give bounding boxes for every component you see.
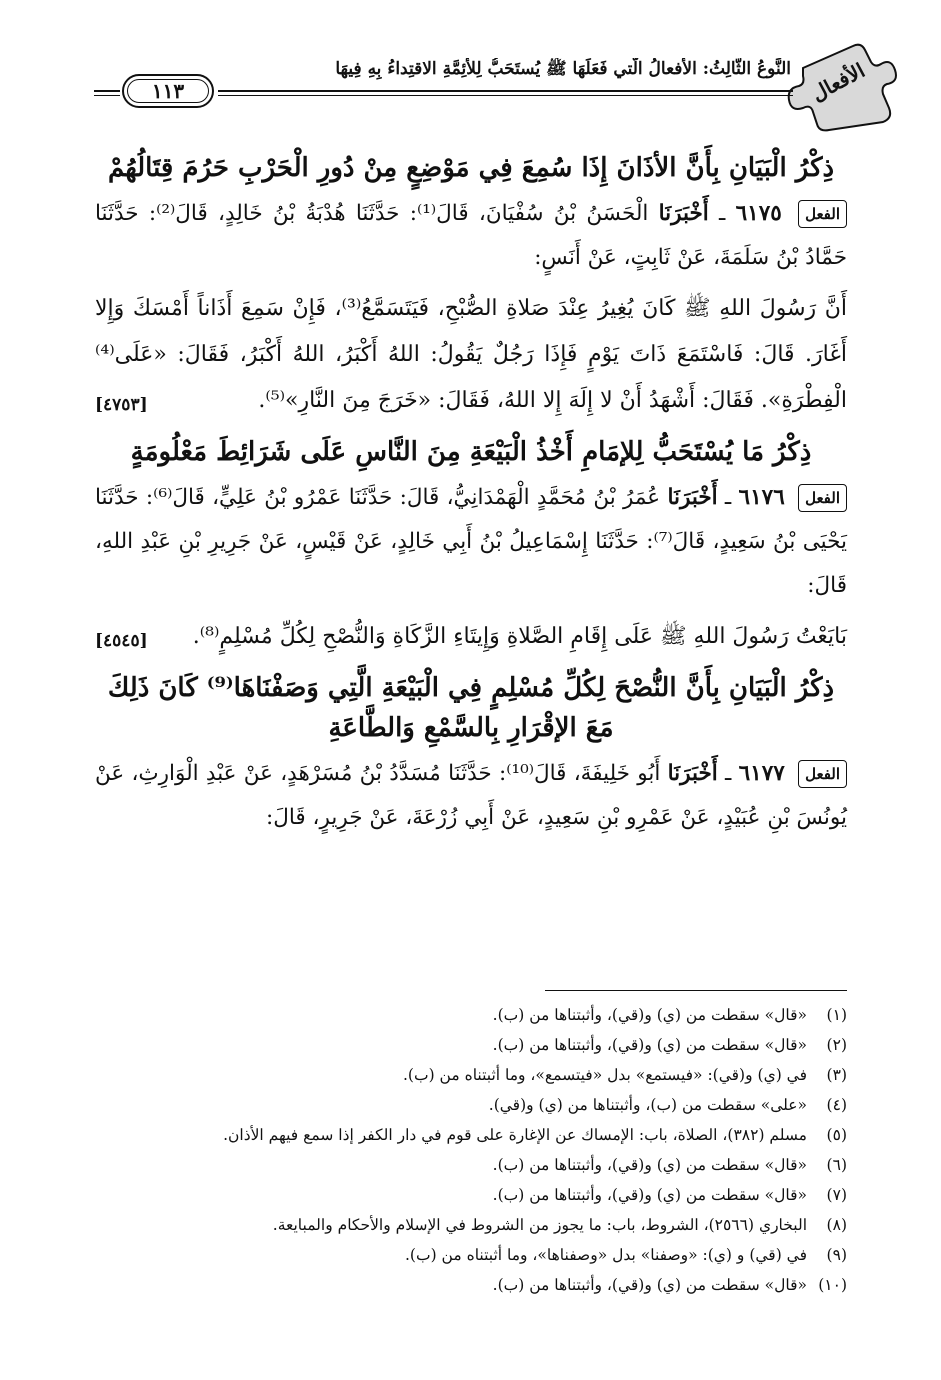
hadith-badge: الفعل [798,760,847,788]
hadith-number: ٦١٧٥ [735,201,782,226]
header-rule [218,90,793,92]
hadith-number: ٦١٧٧ [738,761,785,786]
akhbarana-word: أَخْبَرَنَا [667,485,718,510]
page-header [0,0,941,140]
section-badge-label: الأفعال [807,58,869,106]
header-rule-thin [218,95,793,96]
footnote-number: (٨) [826,1216,847,1234]
hadith-reference: [٤٧٥٣] [95,395,148,415]
main-text [95,140,847,840]
footnote [95,1060,847,1090]
footnote [95,1240,847,1270]
footnote [95,1090,847,1120]
header-rule-left [94,90,120,92]
footnote [95,1270,847,1300]
akhbarana-word: أَخْبَرَنَا [658,201,709,226]
footnote [95,1210,847,1240]
footnote-number: (٦) [826,1156,847,1174]
chapter-heading: ذِكْرُ الْبَيَانِ بِأَنَّ النُّصْحَ لِكُلِّ مُسْلِمٍ فِي الْبَيْعَةِ الَّتِي وَصَفْنَاهَا⁽⁹⁾ كَانَ ذَلِكَ مَعَ الإقْرَارِ بِالسَّمْعِ وَالطَّاعَةِ [107,673,835,743]
footnote-text: البخاري (٢٥٦٦)، الشروط، باب: ما يجوز من الشروط في الإسلام والأحكام والمبايعة. [272,1216,807,1234]
footnote-text: «قال» سقطت من (ي) و(قي)، وأثبتناها من (ب). [492,1186,807,1204]
footnote-text: «قال» سقطت من (ي) و(قي)، وأثبتناها من (ب). [492,1006,807,1024]
matn-text: بَايَعْتُ رَسُولَ اللهِ ﷺ عَلَى إِقَامِ الصَّلاةِ وَإِيتَاءِ الزَّكَاةِ وَالنُّصْحِ لِكُلِّ مُسْلِمٍ⁽⁸⁾. [192,624,847,649]
hadith-badge: الفعل [798,200,847,228]
footnote [95,1000,847,1030]
footnote-separator [545,990,847,991]
matn-text: أَنَّ رَسُولَ اللهِ ﷺ كَانَ يُغِيرُ عِنْدَ صَلاةِ الصُّبْحِ، فَيَتَسَمَّعُ⁽³⁾، فَإِنْ سَمِعَ أَذَاناً أَمْسَكَ وَإِلا أَغَارَ. قَالَ: فَاسْتَمَعَ ذَاتَ يَوْمٍ فَإِذَا رَجُلٌ يَقُولُ: اللهُ أَكْبَرُ، اللهُ أَكْبَرُ، فَقَالَ: «عَلَى⁽⁴⁾ الْفِطْرَةِ». فَقَالَ: أَشْهَدُ أَنْ لا إِلَهَ إِلا اللهُ، فَقَالَ: «خَرَجَ مِنَ النَّارِ»⁽⁵⁾. [95,296,848,413]
footnote-text: في (ي) و(قي): «فيستمع» بدل «فيتسمع»، وما أثبتناه من (ب). [403,1066,807,1084]
footnote [95,1150,847,1180]
hadith-reference: [٤٥٤٥] [95,631,148,651]
footnote-text: مسلم (٣٨٢)، الصلاة، باب: الإمساك عن الإغارة على قوم في دار الكفر إذا سمع فيهم الأذان. [223,1126,807,1144]
footnote-text: «قال» سقطت من (ي) و(قي)، وأثبتناها من (ب). [492,1156,807,1174]
footnotes [95,1000,847,1300]
footnote-number: (٥) [826,1126,847,1144]
footnote-text: «على» سقطت من (ب)، وأثبتناها من (ي) و(قي). [488,1096,807,1114]
hadith-matn [95,286,847,424]
chapter-heading: ذِكْرُ الْبَيَانِ بِأَنَّ الأذَانَ إِذَا سُمِعَ فِي مَوْضِعٍ مِنْ دُورِ الْحَرْبِ حَرُمَ قِتَالُهُمْ [107,153,835,183]
isnad-text: أَبُو خَلِيفَةَ، قَالَ⁽¹⁰⁾: حَدَّثَنَا مُسَدَّدُ بْنُ مُسَرْهَدٍ، عَنْ عَبْدِ الْوَارِثِ، عَنْ يُونُسَ بْنِ عُبَيْدٍ، عَنْ عَمْرِو بْنِ سَعِيدٍ، عَنْ أَبِي زُرْعَةَ، عَنْ جَرِيرٍ، قَالَ: [95,761,847,830]
hadith-number: ٦١٧٦ [738,485,785,510]
running-title: النَّوعُ الثَّالِثُ: الأفعالُ الَّتي فَعَلَهَا ﷺ يُستَحَبُّ لِلأئِمَّةِ الاقتِداءُ بِهِ فِيهَا [335,59,791,79]
hadith-isnad: الفعل ٦١٧٥ ـ أَخْبَرَنَا الْحَسَنُ بْنُ سُفْيَانَ، قَالَ⁽¹⁾: حَدَّثَنَا هُدْبَةُ بْنُ خَالِدٍ، قَالَ⁽²⁾: حَدَّثَنَا حَمَّادُ بْنُ سَلَمَةَ، عَنْ ثَابِتٍ، عَنْ أَنَسٍ: [95,201,847,270]
isnad-text: عُمَرُ بْنُ مُحَمَّدٍ الْهَمْدَانِيُّ، قَالَ: حَدَّثَنَا عَمْرُو بْنُ عَلِيٍّ، قَالَ⁽⁶⁾: حَدَّثَنَا يَحْيَى بْنُ سَعِيدٍ، قَالَ⁽⁷⁾: حَدَّثَنَا إِسْمَاعِيلُ بْنُ أَبِي خَالِدٍ، عَنْ قَيْسٍ، عَنْ جَرِيرِ بْنِ عَبْدِ اللهِ، قَالَ: [95,485,847,598]
footnote-number: (٣) [826,1066,847,1084]
hadith-badge: الفعل [798,484,847,512]
footnote-number: (٤) [826,1096,847,1114]
page-number: ١١٣ [151,79,185,103]
isnad-text: الْحَسَنُ بْنُ سُفْيَانَ، قَالَ⁽¹⁾: حَدَّثَنَا هُدْبَةُ بْنُ خَالِدٍ، قَالَ⁽²⁾: حَدَّثَنَا حَمَّادُ بْنُ سَلَمَةَ، عَنْ ثَابِتٍ، عَنْ أَنَسٍ: [95,201,847,270]
footnote-text: «قال» سقطت من (ي) و(قي)، وأثبتناها من (ب). [492,1276,807,1294]
hadith-matn [95,614,847,660]
footnote [95,1030,847,1060]
header-rule-left-thin [94,95,120,96]
footnote-number: (٢) [826,1036,847,1054]
footnote [95,1120,847,1150]
akhbarana-word: أَخْبَرَنَا [667,761,718,786]
footnote-number: (٧) [826,1186,847,1204]
chapter-heading: ذِكْرُ مَا يُسْتَحَبُّ لِلإمَامِ أَخْذُ الْبَيْعَةِ مِنَ النَّاسِ عَلَى شَرَائِطَ مَعْلُومَةٍ [130,437,812,467]
footnote-number: (٩) [826,1246,847,1264]
hadith-isnad: الفعل ٦١٧٦ ـ أَخْبَرَنَا عُمَرُ بْنُ مُحَمَّدٍ الْهَمْدَانِيُّ، قَالَ: حَدَّثَنَا عَمْرُو بْنُ عَلِيٍّ، قَالَ⁽⁶⁾: حَدَّثَنَا يَحْيَى بْنُ سَعِيدٍ، قَالَ⁽⁷⁾: حَدَّثَنَا إِسْمَاعِيلُ بْنُ أَبِي خَالِدٍ، عَنْ قَيْسٍ، عَنْ جَرِيرِ بْنِ عَبْدِ اللهِ، قَالَ: [95,485,847,598]
page-number-box [122,74,214,108]
hadith-isnad: الفعل ٦١٧٧ ـ أَخْبَرَنَا أَبُو خَلِيفَةَ، قَالَ⁽¹⁰⁾: حَدَّثَنَا مُسَدَّدُ بْنُ مُسَرْهَدٍ، عَنْ عَبْدِ الْوَارِثِ، عَنْ يُونُسَ بْنِ عُبَيْدٍ، عَنْ عَمْرِو بْنِ سَعِيدٍ، عَنْ أَبِي زُرْعَةَ، عَنْ جَرِيرٍ، قَالَ: [95,761,847,830]
footnote-number: (١) [826,1006,847,1024]
footnote-text: في (قي) و (ي): «وصفنا» بدل «وصفناها»، وما أثبتناه من (ب). [405,1246,807,1264]
footnote [95,1180,847,1210]
footnote-text: «قال» سقطت من (ي) و(قي)، وأثبتناها من (ب). [492,1036,807,1054]
footnote-number: (١٠) [818,1276,847,1294]
